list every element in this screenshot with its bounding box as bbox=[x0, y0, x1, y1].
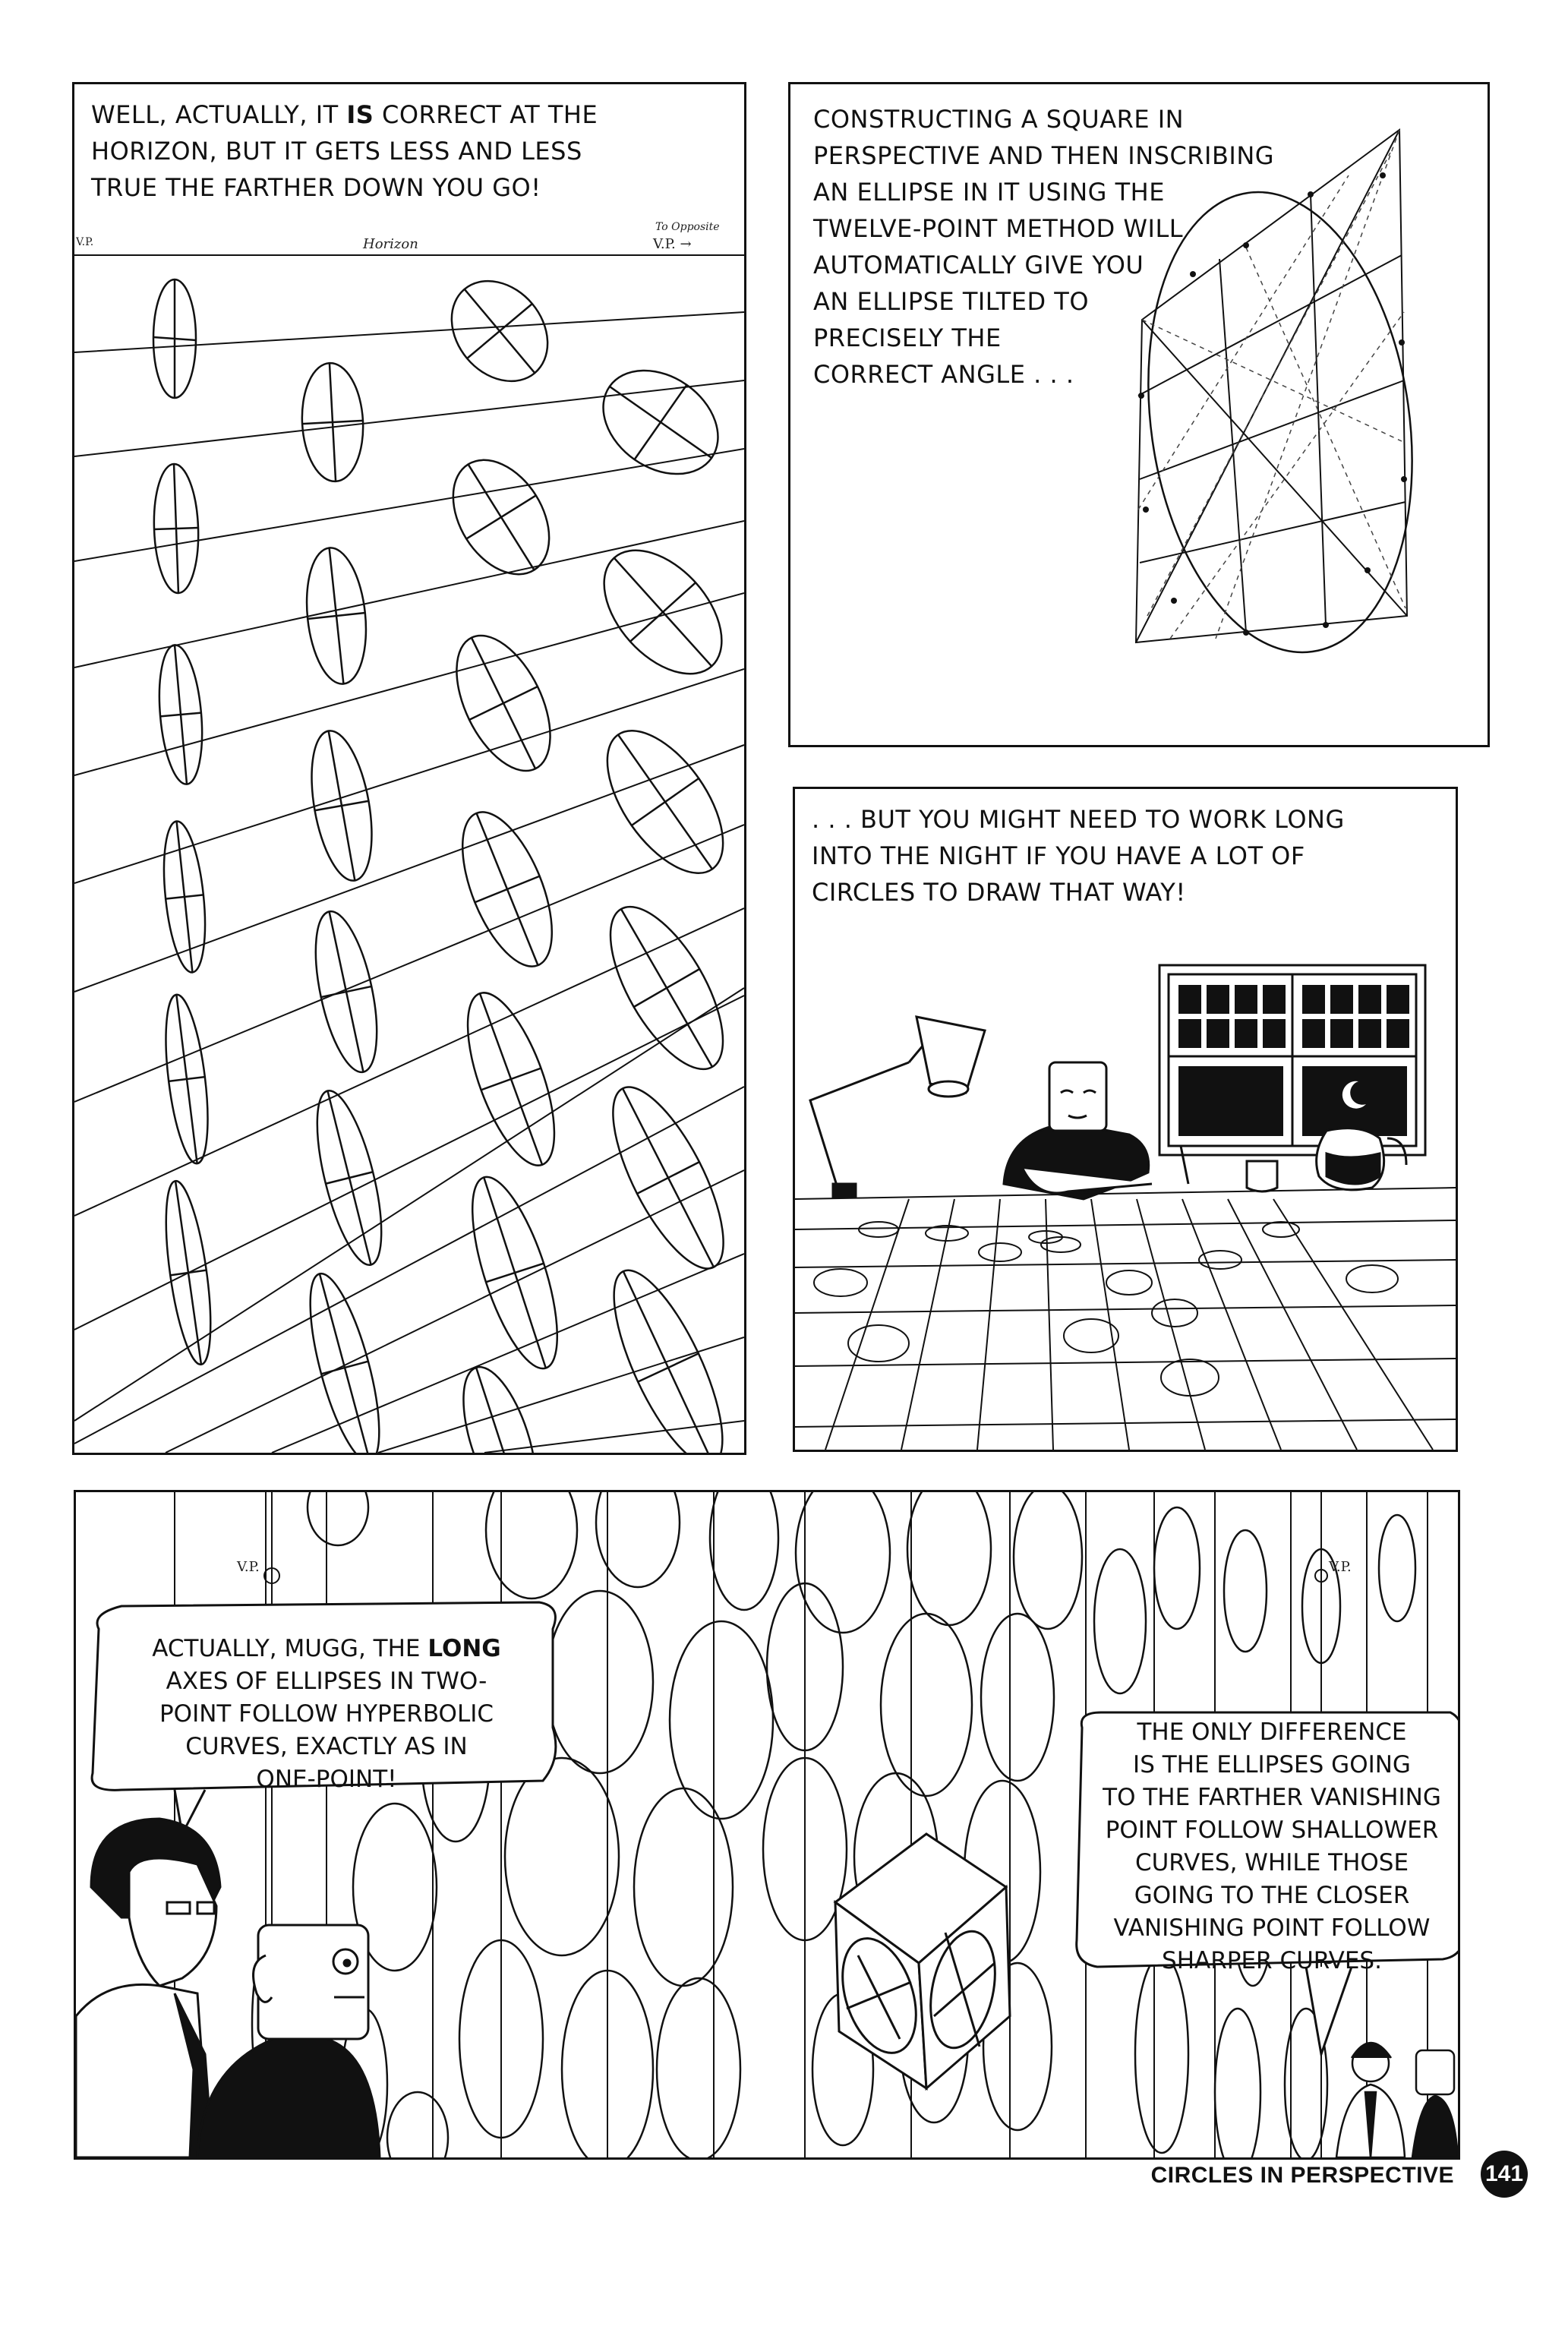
page-number: 141 bbox=[1481, 2151, 1528, 2198]
bubble-left-text bbox=[99, 1633, 554, 1796]
panel-two-point-ellipses bbox=[74, 1490, 1460, 2160]
bubble-left-emphasis: LONG bbox=[427, 1635, 501, 1662]
bubble-right-text: THE ONLY DIFFERENCE IS THE ELLIPSES GOING TO THE FARTHER VANISHING POINT FOLLOW SHALLOWER CURVES, WHILE THOSE GOING TO THE CLOSER VANISHING POINT FOLLOW SHARPER CURVES. bbox=[1103, 1718, 1441, 1974]
panel1-caption-part1: WELL, ACTUALLY, IT bbox=[91, 100, 347, 129]
vp-left-label-2: V.P. bbox=[237, 1559, 260, 1575]
ellipses-grid-drawing bbox=[74, 84, 744, 1453]
window-panes bbox=[1178, 985, 1409, 1136]
ellipse-columns bbox=[152, 262, 744, 1453]
artist-figure bbox=[1004, 1062, 1188, 1199]
perspective-lines-lower bbox=[74, 988, 744, 1453]
desk-grid bbox=[795, 1188, 1456, 1450]
panel-twelve-point-method bbox=[788, 82, 1490, 747]
panel1-caption bbox=[91, 96, 729, 206]
panel-ellipses-grid bbox=[72, 82, 746, 1455]
desk-lamp bbox=[810, 1017, 985, 1198]
bubble-left-part2: AXES OF ELLIPSES IN TWO- POINT FOLLOW HYPERBOLIC CURVES, EXACTLY AS IN ONE-POINT! bbox=[159, 1668, 494, 1793]
coffee-items bbox=[1247, 1128, 1406, 1191]
small-professor bbox=[1336, 2043, 1458, 2157]
panel2-caption: CONSTRUCTING A SQUARE IN PERSPECTIVE AND THEN INSCRIBING AN ELLIPSE IN IT USING THE TWELVE-POINT METHOD WILL AUTOMATICALLY GIVE YOU AN ELLIPSE TILTED TO PRECISELY THE CORRECT ANGLE . . . bbox=[813, 105, 1275, 389]
panel3-caption: . . . BUT YOU MIGHT NEED TO WORK LONG INTO THE NIGHT IF YOU HAVE A LOT OF CIRCLES TO DRAW THAT WAY! bbox=[812, 805, 1345, 907]
character-professor bbox=[76, 1819, 220, 2157]
panel1-caption-emphasis: IS bbox=[346, 100, 374, 129]
vp-right-label: V.P. → bbox=[653, 236, 692, 252]
bubble-left-part1: ACTUALLY, MUGG, THE bbox=[152, 1635, 428, 1662]
panel-working-late bbox=[793, 787, 1458, 1452]
to-opposite-label: To Opposite bbox=[655, 221, 720, 233]
panel1-caption-part2: CORRECT AT THE HORIZON, BUT IT GETS LESS AND LESS TRUE THE FARTHER DOWN YOU GO! bbox=[91, 100, 598, 202]
character-mugg bbox=[197, 1925, 380, 2157]
section-title: CIRCLES IN PERSPECTIVE bbox=[1150, 2163, 1454, 2188]
vp-right-label-2: V.P. bbox=[1329, 1559, 1352, 1575]
horizon-label: Horizon bbox=[363, 236, 418, 252]
vp-left-label: V.P. bbox=[76, 236, 94, 248]
